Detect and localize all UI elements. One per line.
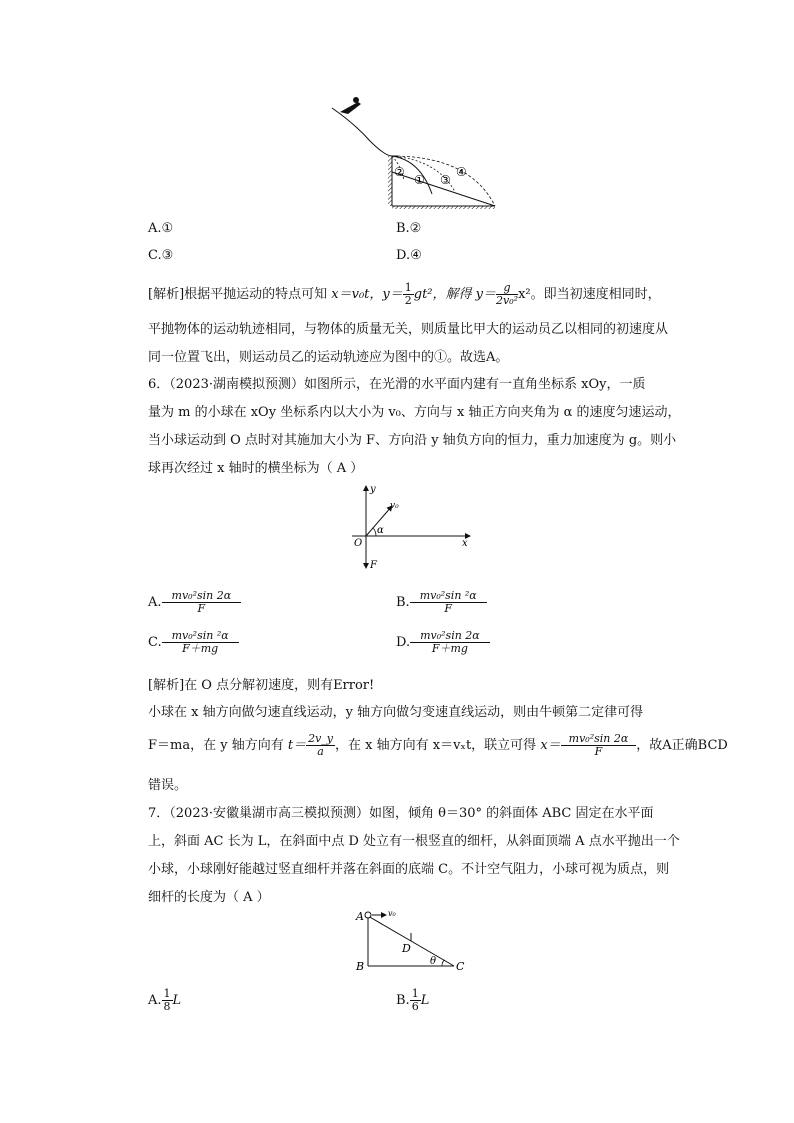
ball-icon — [365, 912, 371, 918]
q5-option-b: B.② — [396, 221, 422, 236]
q6-analysis-line4: 错误。 — [148, 778, 188, 793]
q6-option-c: C. $\frac{\text{mv₀²sin ²α}}{F+mg}$ — [148, 630, 239, 655]
q7-stem-line3: 小球，小球刚好能越过竖直细杆并落在斜面的底端 C。不计空气阻力，小球可视为质点，则 — [148, 862, 670, 877]
fig-label-2: ② — [394, 165, 405, 179]
label-v0: v₀ — [388, 909, 396, 918]
label-theta: θ — [430, 956, 437, 967]
q5-analysis-line3: 同一位置飞出，则运动员乙的运动轨迹应为图中的①。故选A。 — [148, 350, 509, 365]
label-y: y — [370, 484, 376, 495]
label-v0: v₀ — [390, 501, 399, 511]
q7-stem-line1: 7．（2023·安徽巢湖市高三模拟预测）如图，倾角 θ＝30° 的斜面体 ABC 固定在水平面 — [148, 806, 654, 821]
q5-option-a: A.① — [148, 221, 174, 236]
q6-stem-line3: 当小球运动到 O 点时对其施加大小为 F、方向沿 y 轴负方向的恒力，重力加速度为 g。则小 — [148, 433, 677, 448]
q5-option-c: C.③ — [148, 248, 174, 263]
q6-analysis-line3: F＝ma，在 y 轴方向有 t＝ $\frac{2v\_y}{a}$ ，在 x 轴方向有 x＝vₓt，联立可得 x＝ $\frac{\text{mv₀²sin 2α}}{F}$ ，故A正确BCD — [148, 732, 728, 758]
angle-arc — [373, 528, 376, 536]
q6-analysis-line2: 小球在 x 轴方向做匀速直线运动，y 轴方向做匀变速直线运动，则由牛顿第二定律可得 — [148, 705, 644, 720]
label-a: A — [356, 910, 364, 923]
slope-curve — [332, 108, 392, 156]
label-o: O — [354, 538, 363, 549]
fraction-g: $\frac{g}{\text{2v₀²}}$ — [496, 281, 519, 307]
label-c: C — [456, 960, 465, 973]
q5-figure — [330, 96, 505, 211]
q7-stem-line4: 细杆的长度为（ A ） — [148, 890, 270, 905]
q7-figure — [352, 906, 472, 976]
q6-analysis-line1: [解析]在 O 点分解初速度，则有Error! — [148, 678, 375, 693]
q5-option-d: D.④ — [396, 248, 422, 263]
fig-label-1: ① — [414, 173, 425, 187]
q6-stem-line4: 球再次经过 x 轴时的横坐标为（ A ） — [148, 461, 364, 476]
fig-label-3: ③ — [440, 173, 451, 187]
q5-analysis-line1: [解析]根据平抛运动的特点可知 x＝v₀t，y＝ $\frac{1}{2}$ gt²，解得 y＝ $\frac{g}{\text{2v₀²}}$ x²。即当初速度相同时， — [148, 281, 661, 307]
fraction-half: $\frac{1}{2}$ — [404, 281, 412, 307]
q5-analysis-line2: 平抛物体的运动轨迹相同，与物体的质量无关，则质量比甲大的运动员乙以相同的初速度从 — [148, 322, 669, 337]
q6-stem-line1: 6．（2023·湖南模拟预测）如图所示，在光滑的水平面内建有一直角坐标系 xOy，一质 — [148, 377, 646, 392]
q6-option-b: B. $\frac{\text{mv₀²sin ²α}}{F}$ — [396, 590, 487, 615]
fig-label-4: ④ — [456, 165, 467, 179]
skier-icon — [340, 97, 361, 114]
label-x: x — [462, 538, 468, 549]
q7-option-a: A. $\frac{1}{8}$ L — [148, 987, 182, 1013]
label-d: D — [402, 942, 411, 955]
q7-stem-line2: 上，斜面 AC 长为 L，在斜面中点 D 处立有一根竖直的细杆，从斜面顶端 A 点水平抛出一个 — [148, 834, 680, 849]
q6-figure — [350, 482, 475, 572]
q6-stem-line2: 量为 m 的小球在 xOy 坐标系内以大小为 v₀、方向与 x 轴正方向夹角为 α 的速度匀速运动， — [148, 405, 681, 420]
q6-option-a: A. $\frac{\text{mv₀²sin 2α}}{F}$ — [148, 590, 241, 615]
label-alpha: α — [377, 525, 384, 536]
label-b: B — [356, 960, 365, 973]
wall-hatch — [388, 156, 392, 206]
q7-option-b: B. $\frac{1}{6}$ L — [396, 987, 430, 1013]
q6-option-d: D. $\frac{\text{mv₀²sin 2α}}{F+mg}$ — [396, 630, 490, 655]
label-f: F — [370, 560, 377, 571]
